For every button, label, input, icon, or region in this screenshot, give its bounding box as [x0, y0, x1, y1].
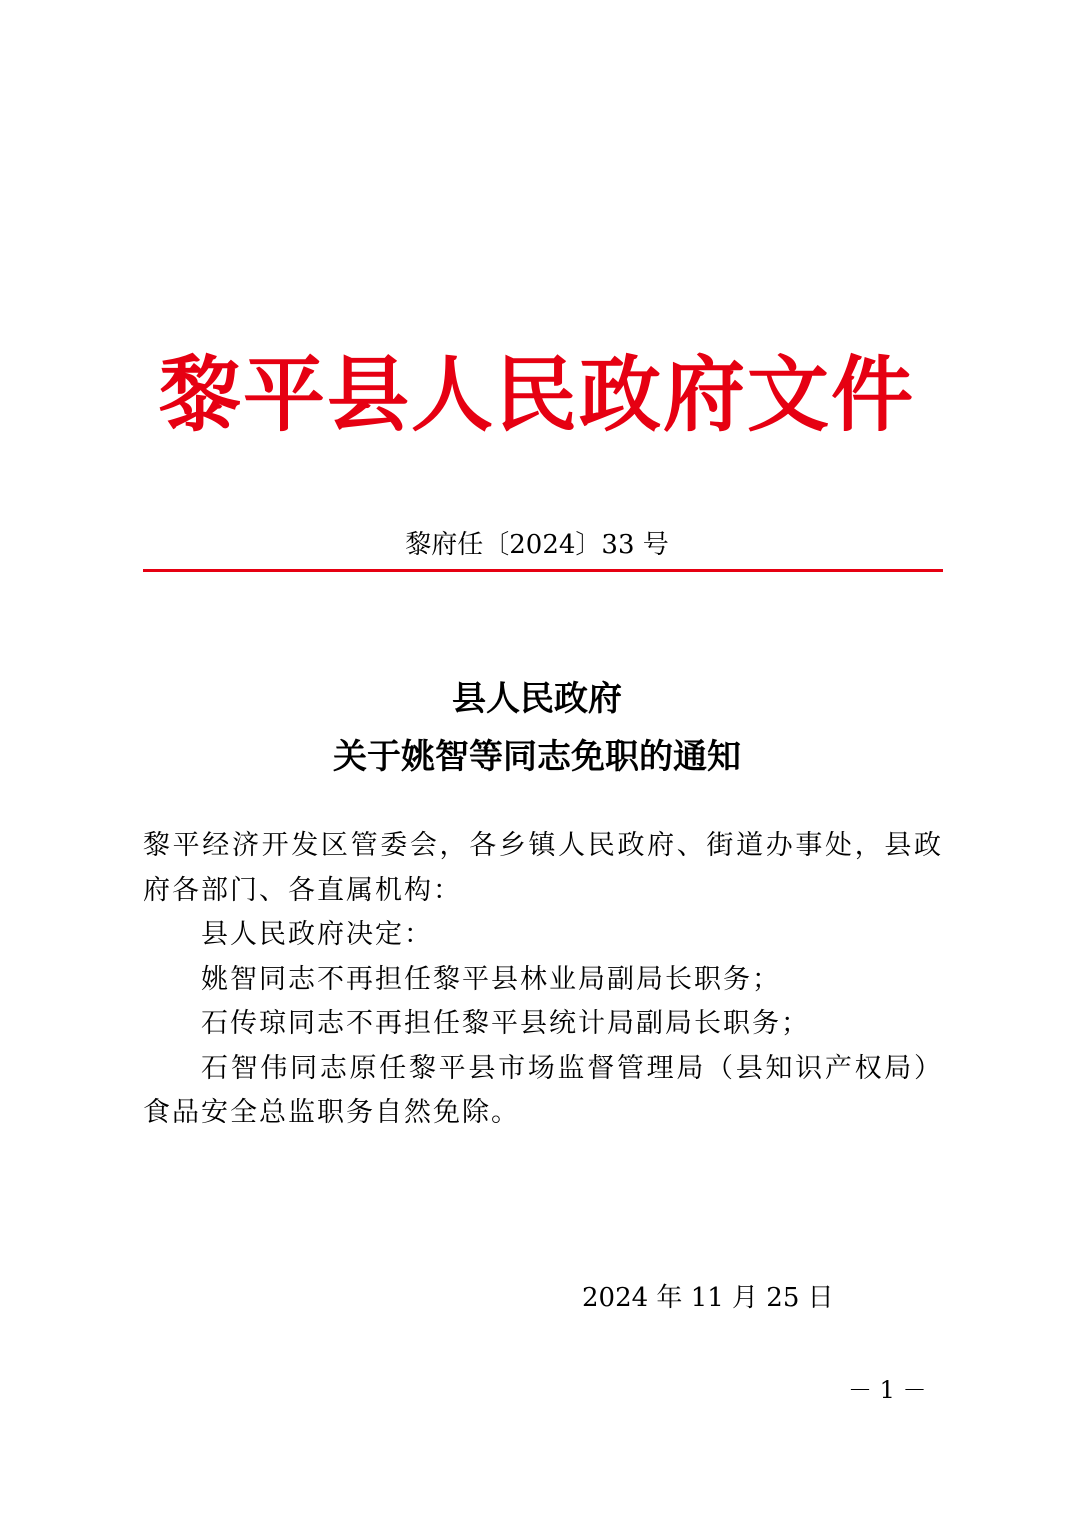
body-paragraph: 姚智同志不再担任黎平县林业局副局长职务； [201, 963, 781, 995]
body-paragraph: 石传琼同志不再担任黎平县统计局副局长职务； [201, 1008, 810, 1039]
notice-body [143, 824, 943, 1136]
notice-title-line-1: 县人民政府 [452, 679, 622, 719]
body-addressee: 黎平经济开发区管委会，各乡镇人民政府、街道办事处，县政府各部门、各直属机构： [143, 830, 943, 906]
document-header-title: 黎平县人民政府文件 [158, 347, 915, 443]
header-divider [143, 569, 943, 572]
notice-title-line-2: 关于姚智等同志免职的通知 [333, 737, 741, 777]
issue-date: 2024 年 11 月 25 日 [582, 1283, 834, 1313]
body-paragraph: 石智伟同志原任黎平县市场监督管理局（县知识产权局）食品安全总监职务自然免除。 [143, 1052, 943, 1128]
page-number: － 1 － [848, 1376, 927, 1404]
document-number: 黎府任〔2024〕33 号 [405, 530, 669, 560]
notice-title [0, 670, 1074, 786]
body-paragraph: 县人民政府决定： [201, 919, 433, 950]
